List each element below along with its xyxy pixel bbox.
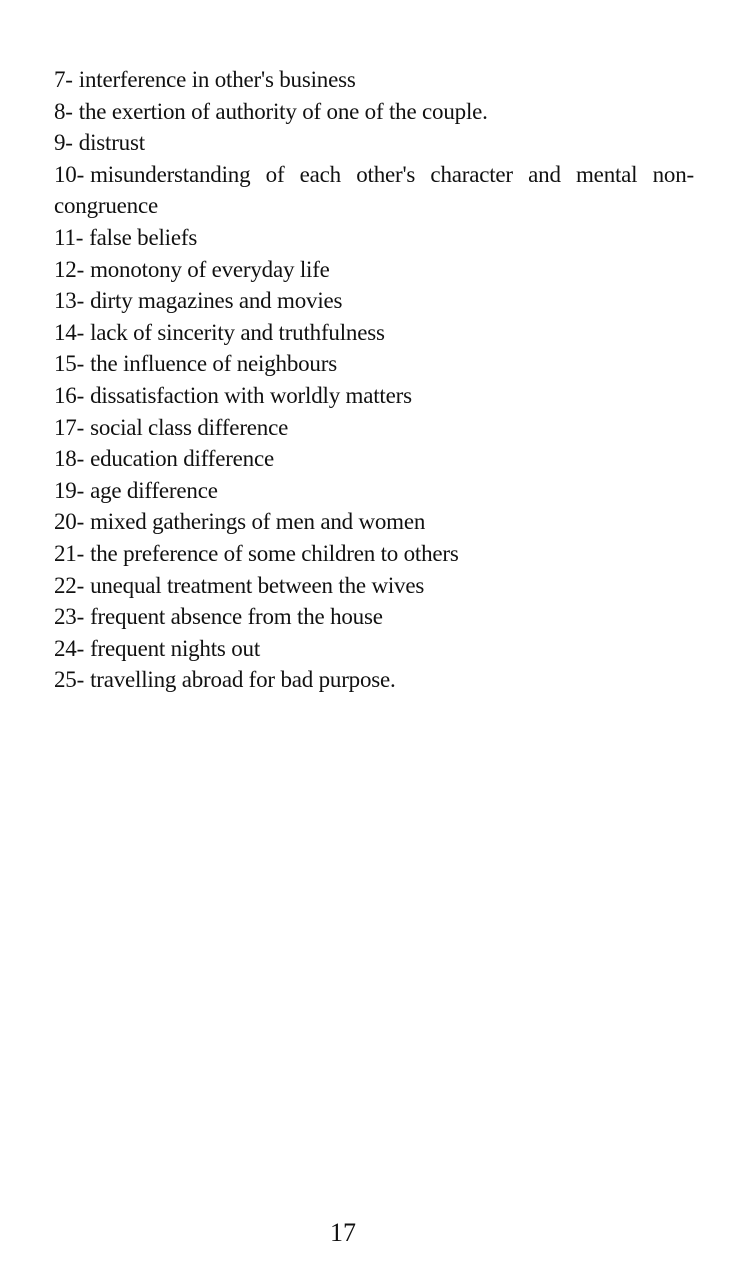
causes-list (54, 64, 694, 696)
list-item (54, 96, 694, 128)
item-number: 25- (54, 667, 85, 693)
item-text: frequent absence from the house (90, 604, 383, 630)
item-number: 20- (54, 509, 85, 535)
page-number: 17 (330, 1218, 356, 1247)
list-item (54, 664, 694, 696)
list-item (54, 64, 694, 96)
item-number: 16- (54, 382, 85, 408)
list-item (54, 475, 694, 507)
item-number: 8- (54, 98, 73, 124)
item-text: travelling abroad for bad purpose. (90, 667, 396, 693)
list-item (54, 222, 694, 254)
item-text: education difference (90, 446, 275, 472)
item-number: 12- (54, 256, 85, 282)
item-text: misunderstanding of each other's character and mental non-congruence (54, 161, 694, 219)
item-number: 21- (54, 540, 85, 566)
item-number: 17- (54, 414, 85, 440)
item-number: 18- (54, 446, 85, 472)
item-text: the exertion of authority of one of the couple. (78, 98, 488, 124)
item-text: unequal treatment between the wives (90, 572, 425, 598)
item-number: 23- (54, 604, 85, 630)
item-text: frequent nights out (90, 635, 261, 661)
item-text: mixed gatherings of men and women (90, 509, 426, 535)
item-text: interference in other's business (78, 67, 356, 92)
item-number: 9- (54, 130, 73, 156)
item-number: 10- (54, 161, 85, 187)
list-item (54, 538, 694, 570)
item-number: 11- (54, 224, 84, 250)
item-number: 7- (54, 67, 73, 92)
item-text: dissatisfaction with worldly matters (90, 382, 412, 408)
list-item (54, 601, 694, 633)
item-number: 13- (54, 288, 85, 314)
item-number: 14- (54, 319, 85, 345)
item-text: distrust (78, 130, 145, 156)
list-item (54, 159, 694, 222)
item-text: social class difference (90, 414, 289, 440)
list-item (54, 380, 694, 412)
list-item (54, 412, 694, 444)
item-number: 19- (54, 477, 85, 503)
list-item (54, 254, 694, 286)
item-number: 24- (54, 635, 85, 661)
list-item (54, 285, 694, 317)
item-text: false beliefs (89, 224, 198, 250)
list-item (54, 127, 694, 159)
item-number: 15- (54, 351, 85, 377)
list-item (54, 348, 694, 380)
item-text: the influence of neighbours (90, 351, 337, 377)
item-text: lack of sincerity and truthfulness (90, 319, 385, 345)
list-item (54, 317, 694, 349)
list-item (54, 633, 694, 665)
item-text: dirty magazines and movies (90, 288, 343, 314)
list-item (54, 570, 694, 602)
item-text: the preference of some children to others (90, 540, 459, 566)
list-item (54, 506, 694, 538)
item-text: age difference (90, 477, 218, 503)
item-number: 22- (54, 572, 85, 598)
item-text: monotony of everyday life (90, 256, 330, 282)
list-item (54, 443, 694, 475)
